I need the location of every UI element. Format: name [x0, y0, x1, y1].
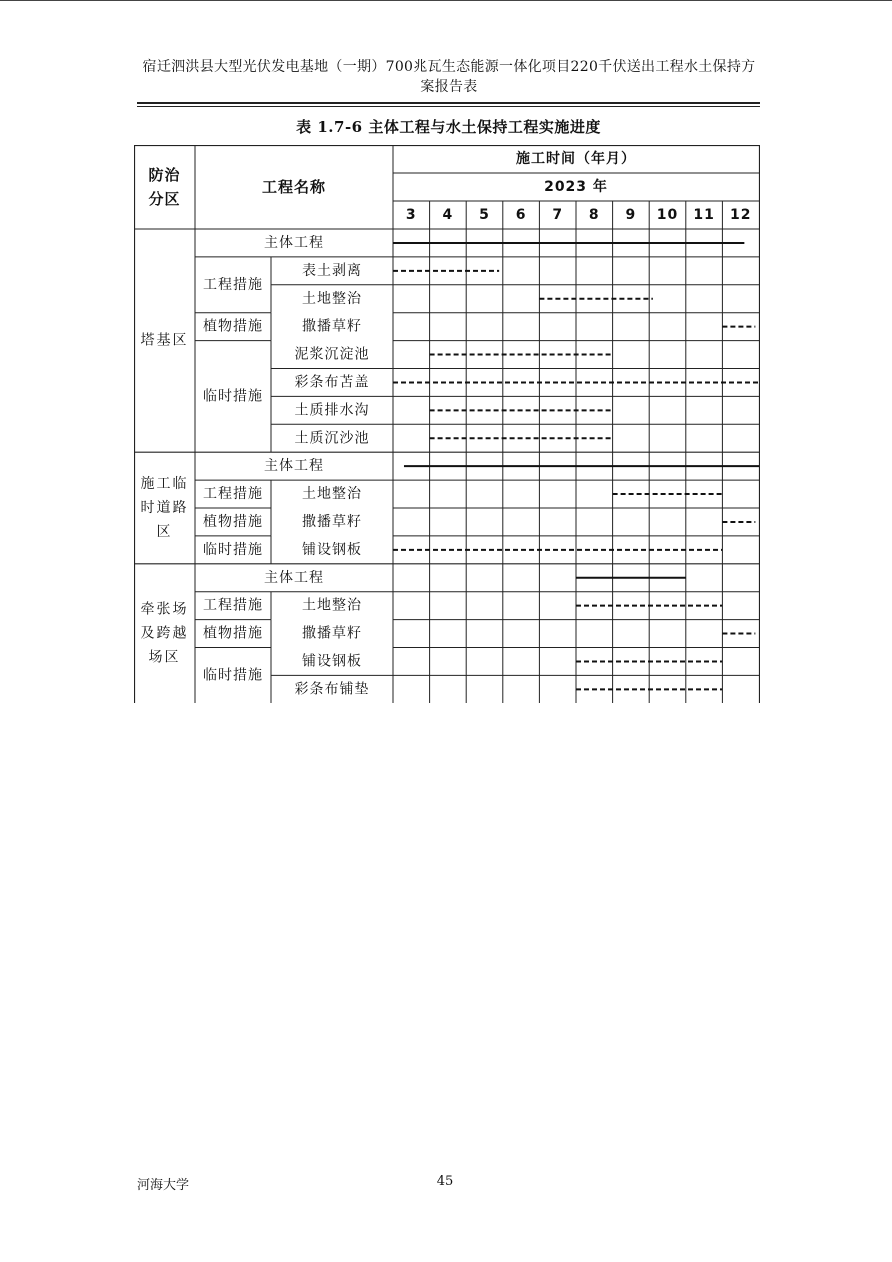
- header-month-label: 8: [588, 207, 600, 223]
- header-rule-thick: [137, 102, 760, 104]
- header-zone-label: 防治: [148, 166, 181, 184]
- zone-label: 牵张场: [140, 601, 189, 618]
- row-category-label: 临时措施: [203, 541, 263, 558]
- zone-label: 区: [156, 524, 173, 540]
- page-number: 45: [436, 1174, 454, 1189]
- header-name-label: 工程名称: [261, 178, 327, 196]
- header-month-label: 7: [552, 207, 564, 223]
- row-category-label: 工程措施: [203, 486, 263, 503]
- zone-label: 时道路: [140, 500, 189, 516]
- row-item-label: 土地整治: [302, 597, 362, 614]
- row-item-label: 土质沉沙池: [294, 430, 370, 447]
- row-category-label: 临时措施: [203, 667, 263, 684]
- zone-label: 施工临: [140, 476, 189, 492]
- header-month-label: 10: [656, 207, 679, 223]
- row-category-label: 临时措施: [203, 388, 263, 405]
- row-category-label: 植物措施: [203, 318, 263, 335]
- row-category-label: 植物措施: [203, 513, 263, 530]
- row-item-label: 土地整治: [302, 486, 362, 503]
- row-item-label: 泥浆沉淀池: [294, 346, 370, 363]
- header-rule-thin: [137, 106, 760, 107]
- header-month-label: 4: [442, 207, 454, 223]
- row-item-label: 铺设钢板: [302, 653, 362, 670]
- header-month-label: 12: [729, 207, 752, 223]
- page-header: 宿迁泗洪县大型光伏发电基地（一期）700兆瓦生态能源一体化项目220千伏送出工程水土保持方案报告表: [142, 59, 756, 95]
- row-category-label: 主体工程: [264, 569, 324, 586]
- zone-label: 塔基区: [140, 332, 189, 349]
- row-category-label: 主体工程: [264, 234, 324, 251]
- row-item-label: 土质排水沟: [294, 402, 370, 419]
- row-item-label: 铺设钢板: [302, 541, 362, 558]
- table-caption: 表 1.7-6 主体工程与水土保持工程实施进度: [296, 118, 601, 136]
- schedule-table: [134, 145, 760, 703]
- top-border-line: [0, 0, 892, 1]
- row-item-label: 彩条布苫盖: [294, 374, 370, 391]
- header-month-label: 3: [405, 207, 417, 223]
- row-item-label: 撒播草籽: [302, 625, 362, 642]
- row-item-label: 撒播草籽: [302, 513, 362, 530]
- row-item-label: 表土剥离: [302, 262, 362, 279]
- header-time-label: 施工时间（年月）: [516, 151, 636, 167]
- header-month-label: 6: [515, 207, 527, 223]
- header-year-label: 2023 年: [544, 179, 608, 195]
- footer-organization: 河海大学: [137, 1178, 190, 1193]
- row-item-label: 彩条布铺垫: [294, 681, 370, 698]
- row-category-label: 植物措施: [203, 625, 263, 642]
- header-zone-label: 分区: [148, 190, 181, 208]
- zone-label: 场区: [148, 649, 181, 666]
- row-category-label: 工程措施: [203, 597, 263, 614]
- row-category-label: 工程措施: [203, 276, 263, 293]
- row-item-label: 撒播草籽: [302, 318, 362, 335]
- header-month-label: 5: [479, 207, 490, 223]
- row-item-label: 土地整治: [302, 290, 362, 307]
- zone-label: 及跨越: [140, 625, 189, 642]
- row-category-label: 主体工程: [264, 458, 324, 475]
- header-month-label: 11: [693, 207, 715, 223]
- header-month-label: 9: [625, 207, 637, 223]
